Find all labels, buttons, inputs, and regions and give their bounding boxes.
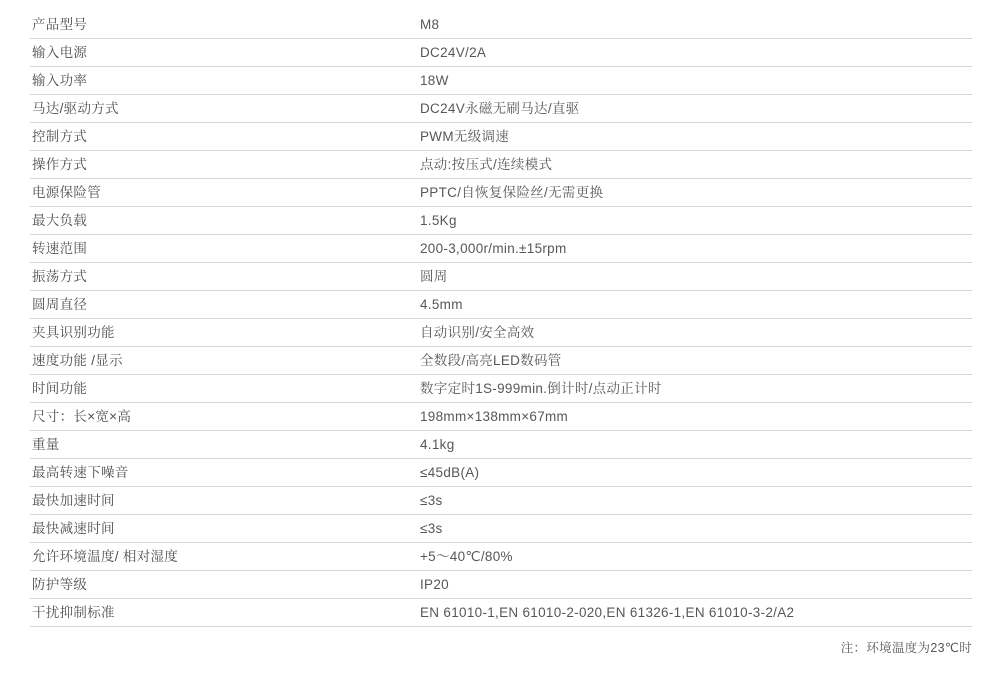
spec-label: 控制方式 [30,122,410,150]
spec-value: EN 61010-1,EN 61010-2-020,EN 61326-1,EN 61010-3-2/A2 [410,598,972,626]
table-row [30,458,972,486]
table-row [30,486,972,514]
spec-value: ≤45dB(A) [410,458,972,486]
table-row [30,10,972,38]
spec-label: 尺寸：长×宽×高 [30,402,410,430]
spec-value: M8 [410,10,972,38]
specification-table [30,10,972,627]
spec-label: 输入电源 [30,38,410,66]
spec-value: ≤3s [410,486,972,514]
table-row [30,94,972,122]
spec-value: 数字定时1S-999min.倒计时/点动正计时 [410,374,972,402]
spec-label: 操作方式 [30,150,410,178]
spec-label: 产品型号 [30,10,410,38]
spec-label: 振荡方式 [30,262,410,290]
spec-value: 1.5Kg [410,206,972,234]
spec-label: 最大负载 [30,206,410,234]
table-row [30,570,972,598]
spec-value: ≤3s [410,514,972,542]
spec-label: 防护等级 [30,570,410,598]
spec-value: DC24V/2A [410,38,972,66]
spec-label: 时间功能 [30,374,410,402]
spec-value: 点动:按压式/连续模式 [410,150,972,178]
table-row [30,598,972,626]
table-row [30,346,972,374]
spec-value: PPTC/自恢复保险丝/无需更换 [410,178,972,206]
table-row [30,262,972,290]
spec-label: 最快减速时间 [30,514,410,542]
spec-value: 圆周 [410,262,972,290]
spec-value: IP20 [410,570,972,598]
spec-value: 200-3,000r/min.±15rpm [410,234,972,262]
spec-value: 198mm×138mm×67mm [410,402,972,430]
table-row [30,178,972,206]
table-row [30,234,972,262]
spec-value: DC24V永磁无刷马达/直驱 [410,94,972,122]
spec-label: 最高转速下噪音 [30,458,410,486]
spec-value: 18W [410,66,972,94]
footnote: 注：环境温度为23℃时 [840,641,972,655]
spec-label: 允许环境温度/ 相对湿度 [30,542,410,570]
spec-label: 输入功率 [30,66,410,94]
spec-value: 全数段/高亮LED数码管 [410,346,972,374]
spec-label: 夹具识别功能 [30,318,410,346]
spec-label: 最快加速时间 [30,486,410,514]
spec-value: 4.1kg [410,430,972,458]
spec-label: 马达/驱动方式 [30,94,410,122]
table-row [30,542,972,570]
table-row [30,290,972,318]
specification-table-body [30,10,972,626]
spec-label: 重量 [30,430,410,458]
table-row [30,150,972,178]
table-row [30,374,972,402]
spec-value: 4.5mm [410,290,972,318]
spec-label: 电源保险管 [30,178,410,206]
table-row [30,206,972,234]
table-row [30,430,972,458]
spec-value: PWM无级调速 [410,122,972,150]
spec-label: 转速范围 [30,234,410,262]
table-row [30,38,972,66]
table-row [30,514,972,542]
table-row [30,122,972,150]
spec-label: 速度功能 /显示 [30,346,410,374]
spec-label: 圆周直径 [30,290,410,318]
spec-label: 干扰抑制标准 [30,598,410,626]
spec-value: 自动识别/安全高效 [410,318,972,346]
spec-value: +5～40℃/80% [410,542,972,570]
table-row [30,318,972,346]
table-row [30,66,972,94]
table-row [30,402,972,430]
